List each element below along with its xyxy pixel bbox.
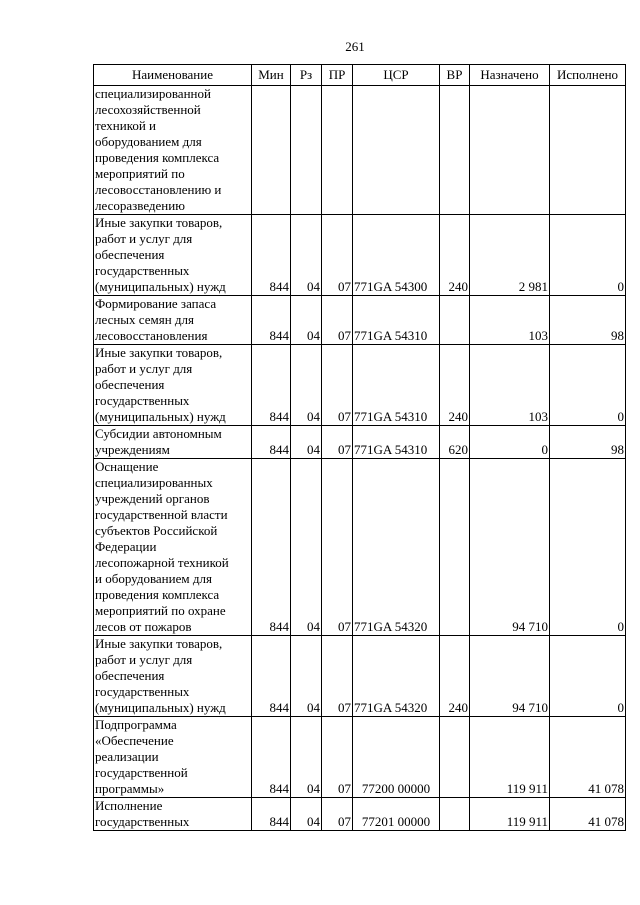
cell-pr: 07 xyxy=(322,215,353,296)
cell-csr: 77201 00000 xyxy=(353,798,440,831)
cell-vr: 240 xyxy=(440,215,470,296)
cell-csr: 771GA 54310 xyxy=(353,345,440,426)
cell-name: специализированной лесохозяйственной техникой и оборудованием для проведения комплекса мероприятий по лесовосстановлению и лесоразведению xyxy=(94,86,252,215)
cell-csr: 771GA 54300 xyxy=(353,215,440,296)
table-row xyxy=(94,86,626,215)
cell-vr: 240 xyxy=(440,636,470,717)
table-header-row xyxy=(94,65,626,86)
cell-vr xyxy=(440,798,470,831)
cell-executed xyxy=(550,86,626,215)
cell-min: 844 xyxy=(252,636,291,717)
cell-csr: 77200 00000 xyxy=(353,717,440,798)
header-rz: Рз xyxy=(291,65,322,86)
header-vr: ВР xyxy=(440,65,470,86)
cell-executed: 41 078 xyxy=(550,798,626,831)
cell-min xyxy=(252,86,291,215)
table-row xyxy=(94,636,626,717)
cell-pr: 07 xyxy=(322,426,353,459)
table-row xyxy=(94,345,626,426)
cell-vr xyxy=(440,296,470,345)
header-executed: Исполнено xyxy=(550,65,626,86)
cell-pr: 07 xyxy=(322,636,353,717)
cell-min: 844 xyxy=(252,296,291,345)
table-row xyxy=(94,296,626,345)
cell-assigned: 119 911 xyxy=(470,717,550,798)
table-row xyxy=(94,215,626,296)
table-row xyxy=(94,717,626,798)
cell-rz: 04 xyxy=(291,345,322,426)
cell-rz: 04 xyxy=(291,296,322,345)
cell-min: 844 xyxy=(252,798,291,831)
table-row xyxy=(94,459,626,636)
cell-vr xyxy=(440,717,470,798)
cell-rz: 04 xyxy=(291,459,322,636)
page-number: 261 xyxy=(345,39,365,54)
cell-assigned: 2 981 xyxy=(470,215,550,296)
budget-table xyxy=(93,64,626,831)
cell-name: Иные закупки товаров, работ и услуг для обеспечения государственных (муниципальных) нужд xyxy=(94,636,252,717)
cell-rz: 04 xyxy=(291,798,322,831)
cell-rz: 04 xyxy=(291,636,322,717)
header-min: Мин xyxy=(252,65,291,86)
cell-csr: 771GA 54320 xyxy=(353,636,440,717)
cell-assigned: 94 710 xyxy=(470,459,550,636)
cell-assigned: 0 xyxy=(470,426,550,459)
cell-min: 844 xyxy=(252,345,291,426)
cell-pr: 07 xyxy=(322,717,353,798)
cell-vr xyxy=(440,459,470,636)
cell-rz: 04 xyxy=(291,215,322,296)
cell-name: Исполнение государственных xyxy=(94,798,252,831)
cell-assigned: 119 911 xyxy=(470,798,550,831)
cell-name: Подпрограмма «Обеспечение реализации государственной программы» xyxy=(94,717,252,798)
cell-pr: 07 xyxy=(322,296,353,345)
cell-name: Субсидии автономным учреждениям xyxy=(94,426,252,459)
cell-pr: 07 xyxy=(322,459,353,636)
cell-name: Формирование запаса лесных семян для лесовосстановления xyxy=(94,296,252,345)
header-name: Наименование xyxy=(94,65,252,86)
cell-executed: 0 xyxy=(550,215,626,296)
table-row xyxy=(94,798,626,831)
table-row xyxy=(94,426,626,459)
cell-csr: 771GA 54310 xyxy=(353,296,440,345)
cell-assigned: 103 xyxy=(470,345,550,426)
cell-assigned: 103 xyxy=(470,296,550,345)
cell-name: Оснащение специализированных учреждений органов государственной власти субъектов Российской Федерации лесопожарной техникой и оборудованием для проведения комплекса мероприятий по охране лесов от пожаров xyxy=(94,459,252,636)
cell-min: 844 xyxy=(252,215,291,296)
cell-vr: 620 xyxy=(440,426,470,459)
cell-min: 844 xyxy=(252,426,291,459)
cell-csr: 771GA 54310 xyxy=(353,426,440,459)
cell-vr xyxy=(440,86,470,215)
cell-csr xyxy=(353,86,440,215)
cell-rz: 04 xyxy=(291,426,322,459)
cell-pr xyxy=(322,86,353,215)
cell-assigned: 94 710 xyxy=(470,636,550,717)
cell-name: Иные закупки товаров, работ и услуг для обеспечения государственных (муниципальных) нужд xyxy=(94,345,252,426)
cell-executed: 98 xyxy=(550,426,626,459)
cell-name: Иные закупки товаров, работ и услуг для обеспечения государственных (муниципальных) нужд xyxy=(94,215,252,296)
header-pr: ПР xyxy=(322,65,353,86)
cell-executed: 0 xyxy=(550,345,626,426)
cell-executed: 41 078 xyxy=(550,717,626,798)
cell-csr: 771GA 54320 xyxy=(353,459,440,636)
cell-assigned xyxy=(470,86,550,215)
cell-pr: 07 xyxy=(322,798,353,831)
cell-pr: 07 xyxy=(322,345,353,426)
cell-executed: 98 xyxy=(550,296,626,345)
header-csr: ЦСР xyxy=(353,65,440,86)
cell-vr: 240 xyxy=(440,345,470,426)
header-assigned: Назначено xyxy=(470,65,550,86)
cell-executed: 0 xyxy=(550,636,626,717)
cell-executed: 0 xyxy=(550,459,626,636)
cell-min: 844 xyxy=(252,717,291,798)
cell-rz: 04 xyxy=(291,717,322,798)
cell-rz xyxy=(291,86,322,215)
cell-min: 844 xyxy=(252,459,291,636)
